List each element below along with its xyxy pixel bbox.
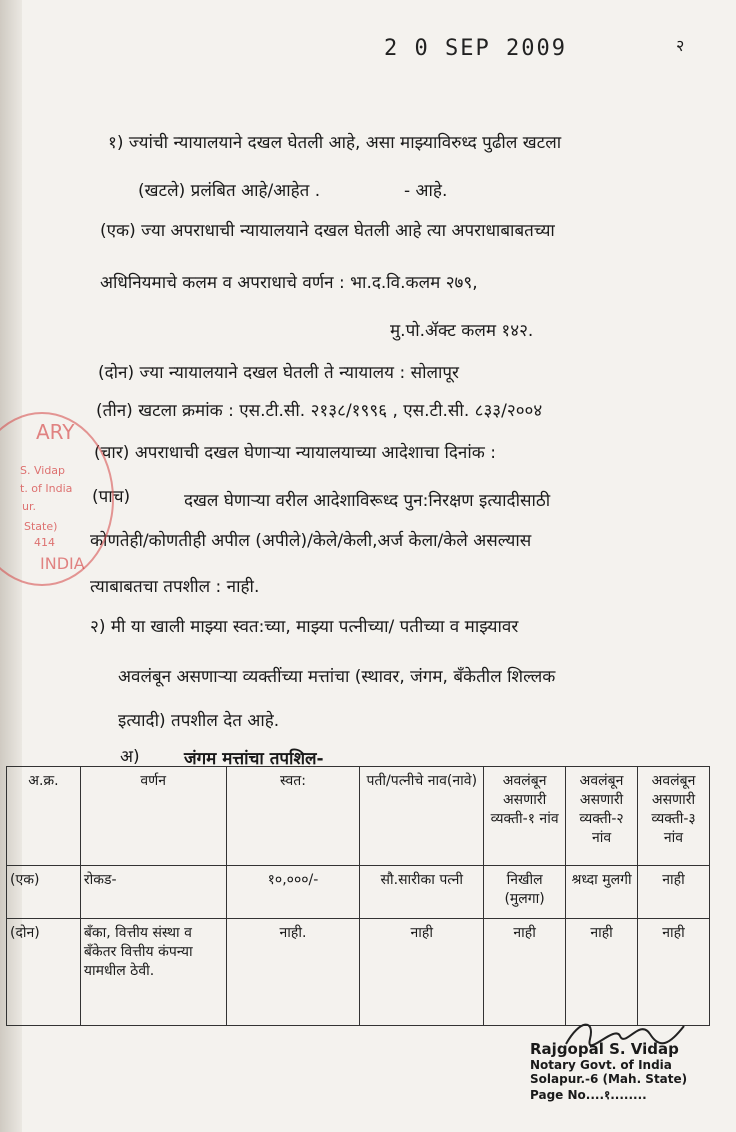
table-row [7, 919, 710, 1026]
seal-reg: 414 [34, 536, 55, 549]
seal-line2: t. of India [20, 482, 73, 495]
cell-dependent-1: निखील (मुलगा) [484, 866, 566, 919]
clause-ek-line3: मु.पो.ॲक्ट कलम १४२. [390, 321, 534, 341]
cell-description: रोकड- [80, 866, 226, 919]
clause-pach-line2: कोणतेही/कोणतीही अपील (अपीले)/केले/केली,अर्ज केला/केले असल्यास [90, 531, 532, 551]
cell-description: बँका, वित्तीय संस्था व बँकेतर वित्तीय कंपन्या यामधील ठेवी. [80, 919, 226, 1026]
clause-don: (दोन) ज्या न्यायालयाने दखल घेतली ते न्यायालय : सोलापूर [98, 363, 460, 383]
header-serial: अ.क्र. [7, 767, 81, 866]
clause-ek-line1: (एक) ज्या अपराधाची न्यायालयाने दखल घेतली आहे त्या अपराधाबाबतच्या [100, 221, 555, 241]
movable-assets-table [6, 766, 710, 1026]
header-description: वर्णन [80, 767, 226, 866]
section2-line3: इत्यादी) तपशील देत आहे. [118, 711, 280, 731]
notary-title: Notary Govt. of India [530, 1058, 672, 1072]
cell-spouse: सौ.सारीका पत्नी [360, 866, 484, 919]
seal-top-text: ARY [36, 420, 75, 444]
section2-line1: २) मी या खाली माझ्या स्वत:च्या, माझ्या पत्नीच्या/ पतीच्या व माझ्यावर [90, 617, 519, 637]
header-spouse: पती/पत्नीचे नाव(नावे) [360, 767, 484, 866]
seal-line4: State) [24, 520, 58, 533]
cell-dependent-2: नाही [566, 919, 638, 1026]
cell-dependent-3: नाही [638, 866, 710, 919]
cell-self: नाही. [226, 919, 360, 1026]
section1-intro-value: - आहे. [404, 181, 448, 201]
subsection-title: जंगम मत्तांचा तपशिल- [184, 749, 324, 769]
table-header-row [7, 767, 710, 866]
subsection-label: अ) [120, 747, 140, 767]
header-dependent-1: अवलंबून असणारी व्यक्ती-१ नांव [484, 767, 566, 866]
cell-serial: (दोन) [7, 919, 81, 1026]
header-self: स्वत: [226, 767, 360, 866]
clause-pach-line3: त्याबाबतचा तपशील : नाही. [90, 577, 260, 597]
clause-ek-line2: अधिनियमाचे कलम व अपराधाचे वर्णन : भा.द.वि.कलम २७९, [100, 273, 478, 293]
header-dependent-3: अवलंबून असणारी व्यक्ती-३ नांव [638, 767, 710, 866]
section1-intro-line2: (खटले) प्रलंबित आहे/आहेत . [138, 181, 321, 201]
cell-dependent-1: नाही [484, 919, 566, 1026]
table-row [7, 866, 710, 919]
seal-bottom-text: INDIA [40, 554, 85, 573]
section2-line2: अवलंबून असणाऱ्या व्यक्तींच्या मत्तांचा (स्थावर, जंगम, बँकेतील शिल्लक [118, 667, 556, 687]
notary-place: Solapur.-6 (Mah. State) [530, 1072, 688, 1086]
clause-pach-label: (पाच) [92, 487, 131, 507]
cell-serial: (एक) [7, 866, 81, 919]
cell-dependent-2: श्रध्दा मुलगी [566, 866, 638, 919]
clause-teen: (तीन) खटला क्रमांक : एस.टी.सी. २१३८/१९९६ , एस.टी.सी. ८३३/२००४ [96, 401, 543, 421]
page-number: २ [676, 36, 685, 55]
seal-name: S. Vidap [20, 464, 66, 477]
cell-self: १०,०००/- [226, 866, 360, 919]
clause-char: (चार) अपराधाची दखल घेणाऱ्या न्यायालयाच्या आदेशाचा दिनांक : [94, 443, 496, 463]
notary-name: Rajgopal S. Vidap [530, 1040, 679, 1058]
seal-line3: ur. [22, 500, 36, 513]
section1-intro-line1: १) ज्यांची न्यायालयाने दखल घेतली आहे, असा माझ्याविरुध्द पुढील खटला [108, 133, 562, 153]
notary-signature-block [530, 1040, 687, 1103]
cell-spouse: नाही [360, 919, 484, 1026]
header-dependent-2: अवलंबून असणारी व्यक्ती-२ नांव [566, 767, 638, 866]
clause-pach-line1: दखल घेणाऱ्या वरील आदेशाविरूध्द पुन:निरक्षण इत्यादीसाठी [184, 491, 551, 511]
cell-dependent-3: नाही [638, 919, 710, 1026]
notary-page-no: Page No....१........ [530, 1088, 647, 1102]
date-stamp: 2 0 SEP 2009 [384, 36, 567, 61]
